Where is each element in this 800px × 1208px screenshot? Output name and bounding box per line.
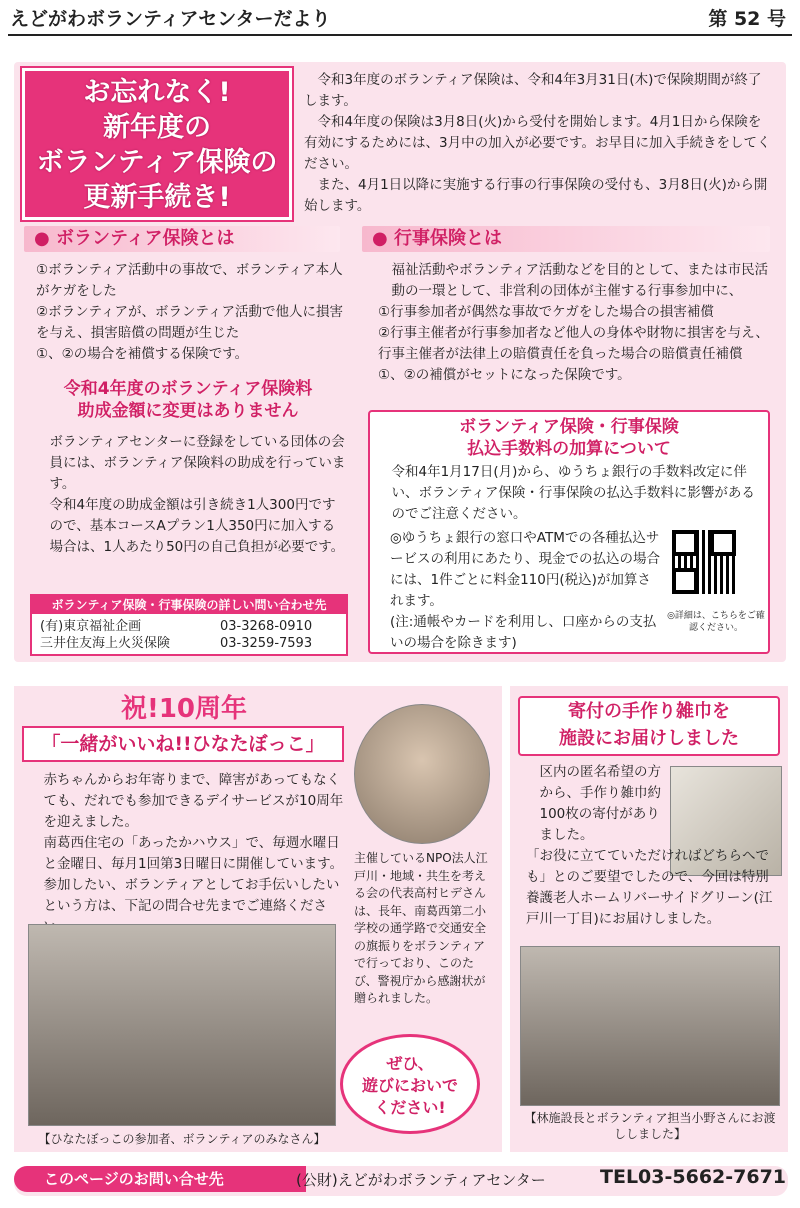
subsidy-body [36,432,348,558]
fee-text: 令和4年1月17日(月)から、ゆうちょ銀行の手数料改定に伴い、ボランティア保険・行事保険の払込手数料に影響があるのでご注意ください。 [391,464,755,522]
fee-details [390,528,660,654]
anniversary-paragraph: 参加したい、ボランティアとしてお手伝いしたいという方は、下記の問合せ先までご連絡くださ [43,877,340,914]
inquiry-heading: ボランティア保険・行事保険の詳しい問い合わせ先 [32,596,346,614]
lead-text: 福祉活動やボランティア活動などを目的として、または市民活動の一環として、非営利の団体が主催する行事参加中に、 [391,262,769,299]
group-caption: 【ひなたぼっこの参加者、ボランティアのみなさん】 [38,1132,326,1146]
fee-paragraph [378,462,766,525]
fee-text: ◎ゆうちょ銀行の窓口やATMでの各種払込サービスの利用にあたり、現金での払込の場合には、1件ごとに料金110円(税込)が加算されます。 [390,530,660,609]
intro-paragraph: また、4月1日以降に実施する行事の行事保険の受付も、3月8日(火)から開始します。 [304,177,768,214]
inquiry-tel: 03-3259-7593 [220,636,313,651]
fee-note: (注:通帳やカードを利用し、口座からの支払いの場合を除きます) [390,614,657,651]
donation-paragraph: 区内の匿名希望の方から、手作り雑巾約100枚の寄付がありました。 [539,764,661,843]
list-item: ①、②の場合を補償する保険です。 [36,346,249,362]
heading-text: 行事保険とは [393,228,502,249]
header-rule [8,34,792,36]
event-insurance-heading: ● 行事保険とは [362,226,770,252]
headline-box [22,68,292,220]
subsidy-title: 令和4年度のボランティア保険料 助成金額に変更はありません [63,379,313,421]
group-photo [28,924,336,1126]
donation-title-box [518,696,780,756]
inquiry-tel: 03-3268-0910 [220,619,313,634]
subsidy-paragraph: ボランティアセンターに登録をしている団体の会員には、ボランティア保険料の助成を行っています。 [49,434,346,492]
intro-paragraph: 令和4年度の保険は3月8日(火)から受付を開始します。4月1日から保険を有効にするためには、3月中の加入が必要です。お早目に加入手続きをしてください。 [304,114,771,172]
list-item: ①、②の補償がセットになった保険です。 [378,367,631,383]
inquiry-name: (有)東京福祉企画 [40,619,142,634]
handover-caption: 【林施設長とボランティア担当小野さんにお渡ししました】 [524,1111,776,1141]
donation-body-2 [526,846,780,930]
inquiry-name: 三井住友海上火災保険 [40,636,171,651]
intro-paragraph: 令和3年度のボランティア保険は、令和4年3月31日(木)で保険期間が終了します。 [304,72,762,109]
anniversary-paragraph: 赤ちゃんからお年寄りまで、障害があってもなくても、だれでも参加できるデイサービスが10周年を迎えました。 [43,772,344,830]
qr-code-icon[interactable] [668,526,740,598]
donation-title: 寄付の手作り雑巾を 施設にお届けしました [559,701,739,749]
invitation-bubble: ぜひ、 遊びにおいで ください! [340,1034,480,1134]
headline: お忘れなく! 新年度の ボランティア保険の 更新手続き! [36,77,278,213]
footer-label: このページのお問い合せ先 [14,1166,306,1192]
anniversary-paragraph: 南葛西住宅の「あったかハウス」で、毎週水曜日と金曜日、毎月1回第3日曜日に開催しています。 [43,835,344,872]
intro-text [304,70,774,217]
volunteer-insurance-body [36,260,346,365]
fee-title: ボランティア保険・行事保険 払込手数料の加算について [459,417,679,459]
event-insurance-body [378,260,774,386]
list-item: ①行事参加者が偶然な事故でケガをした場合の損害補償 [378,304,714,320]
qr-note: ◎詳細は、こちらをご確認ください。 [667,611,765,633]
anniversary-subtitle: 「一緒がいいね!!ひなたぼっこ」 [22,726,344,762]
donation-body [526,762,668,846]
subsidy-paragraph: 令和4年度の助成金額は引き続き1人300円ですので、基本コースAプラン1人350円に加入する場合は、1人あたり50円の自己負担が必要です。 [49,497,345,555]
donation-paragraph: 「お役に立てていただければどちらへでも」とのご要望でしたので、今回は特別養護老人ホームリバーサイドグリーン(江戸川一丁目)にお届けしました。 [526,848,773,927]
inquiry-row [32,635,346,652]
award-caption: 主催しているNPO法人江戸川・地域・共生を考える会の代表高村ヒデさんは、長年、南葛西第二小学校の通学路で交通安全の旗振りをボランティアで行っており、このたび、警視庁から感謝状が贈られました。 [354,851,488,1005]
inquiry-box [30,594,348,656]
list-item: ②行事主催者が行事参加者など他人の身体や財物に損害を与え、行事主催者が法律上の賠償責任を負った場合の賠償責任補償 [378,325,769,362]
handover-photo [520,946,780,1106]
footer-tel[interactable]: TEL03-5662-7671 [600,1166,787,1188]
anniversary-body [30,770,346,938]
list-item: ①ボランティア活動中の事故で、ボランティア本人がケガをした [36,262,343,299]
heading-text: ボランティア保険とは [55,228,235,249]
list-item: ②ボランティアが、ボランティア活動で他人に損害を与え、損害賠償の問題が生じた [36,304,343,341]
issue-number: 第 52 号 [708,8,786,30]
newsletter-title: えどがわボランティアセンターだより [10,8,331,30]
anniversary-title: 祝!10周年 [120,694,248,724]
inquiry-row [32,618,346,635]
footer-org: (公財)えどがわボランティアセンター [296,1171,546,1189]
volunteer-insurance-heading: ● ボランティア保険とは [24,226,340,252]
award-photo [354,704,490,844]
